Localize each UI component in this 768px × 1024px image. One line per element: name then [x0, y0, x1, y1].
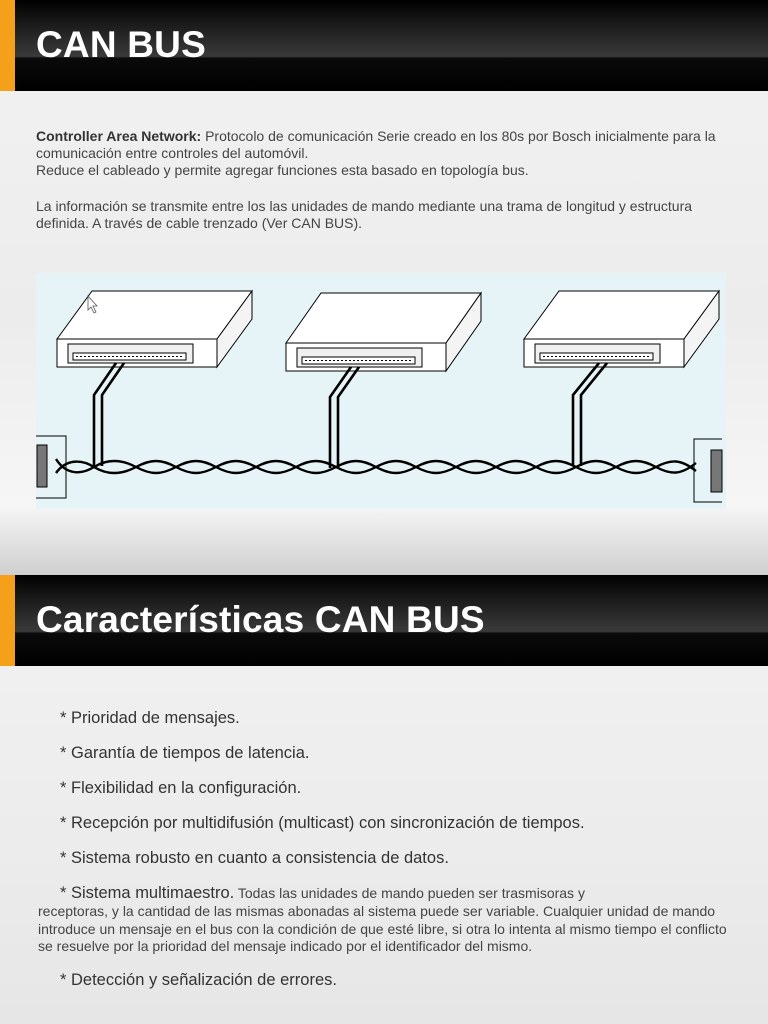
title-accent-bar — [0, 575, 15, 666]
ecu-unit-1 — [57, 291, 252, 367]
can-bus-diagram-svg — [36, 273, 726, 509]
multimaestro-description: receptoras, y la cantidad de las mismas abonadas al sistema puede ser variable. Cualquier unidad de mando introduce un mensaje en el bus con la condición de que esté libre, si otra lo intenta al mismo tiempo el conflicto se resuelve por la prioridad del mensaje indicado por el identificador del mismo. — [38, 903, 727, 954]
list-item: * Detección y señalización de errores. — [60, 970, 337, 989]
multimaestro-inline: Todas las unidades de mando pueden ser trasmisoras y — [234, 885, 585, 901]
slide-title: CAN BUS — [36, 24, 206, 65]
can-bus-diagram — [36, 273, 726, 509]
slide-title: Características CAN BUS — [36, 599, 485, 640]
list-item-multimaestro — [38, 883, 728, 956]
ecu-unit-2 — [286, 293, 481, 371]
title-accent-bar — [0, 0, 15, 91]
list-item: * Prioridad de mensajes. — [60, 709, 240, 727]
intro-paragraph — [36, 128, 726, 179]
list-item: * Recepción por multidifusión (multicast) con sincronización de tiempos. — [60, 814, 585, 832]
list-item: * Sistema robusto en cuanto a consistencia de datos. — [60, 849, 449, 867]
transmission-paragraph: La información se transmite entre los las unidades de mando mediante una trama de longitud y estructura definida. A través de cable trenzado (Ver CAN BUS). — [36, 198, 693, 231]
ecu-unit-3 — [524, 291, 719, 367]
list-item: * Flexibilidad en la configuración. — [60, 779, 302, 797]
features-list — [38, 708, 728, 1005]
list-item: * Garantía de tiempos de latencia. — [60, 744, 310, 762]
intro-definition: Protocolo de comunicación Serie creado en los 80s por Bosch inicialmente para la comunicación entre controles del automóvil. — [36, 128, 716, 161]
slide-caracteristicas — [0, 575, 768, 1024]
stub-wires — [94, 363, 607, 468]
twisted-pair-bus — [56, 459, 696, 473]
intro-term: Controller Area Network: — [36, 128, 202, 144]
intro-line2: Reduce el cableado y permite agregar funciones esta basado en topología bus. — [36, 162, 529, 178]
multimaestro-heading: * Sistema multimaestro. — [60, 884, 235, 902]
terminator-right — [694, 439, 722, 502]
